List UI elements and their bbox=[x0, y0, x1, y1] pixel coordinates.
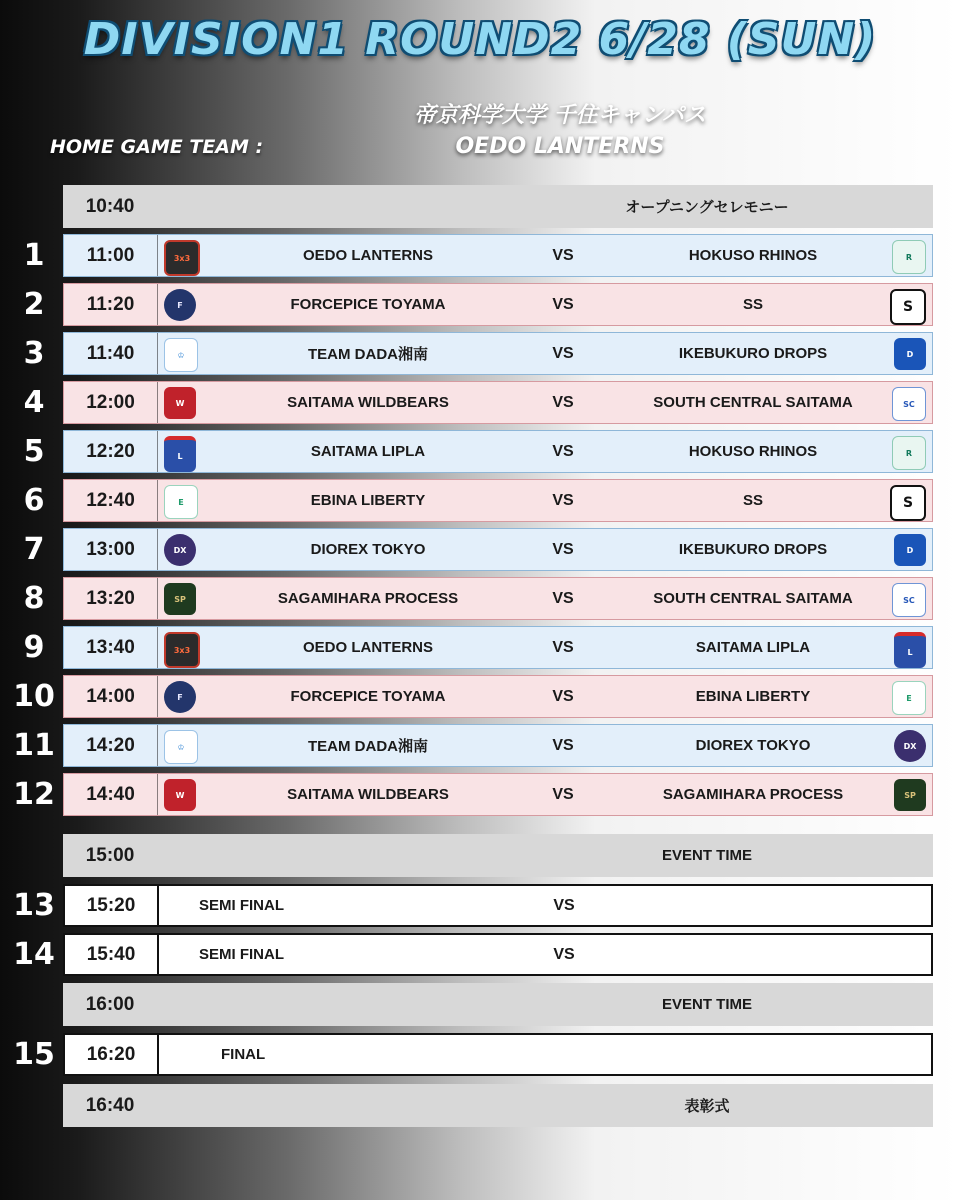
time-cell: 12:20 bbox=[64, 431, 158, 472]
match-number: 1 bbox=[23, 238, 45, 273]
vs-label: VS bbox=[552, 736, 574, 754]
schedule-row-event bbox=[63, 185, 933, 228]
lipla-logo-icon: L bbox=[164, 436, 196, 472]
vs-label: VS bbox=[552, 393, 574, 411]
south-central-logo-icon: SC bbox=[892, 387, 926, 421]
forcepice-logo-icon: F bbox=[164, 681, 196, 713]
home-team: OEDO LANTERNS bbox=[302, 247, 433, 264]
sagamihara-logo-icon: SP bbox=[894, 779, 926, 811]
time-cell: 16:00 bbox=[85, 993, 135, 1015]
time-cell: 13:40 bbox=[64, 627, 158, 668]
match-row bbox=[63, 479, 933, 522]
away-team: SOUTH CENTRAL SAITAMA bbox=[653, 590, 853, 607]
event-label: 表彰式 bbox=[684, 1098, 730, 1115]
venue-name: 帝京科学大学 千住キャンパス bbox=[413, 103, 707, 128]
schedule-row-event bbox=[63, 983, 933, 1026]
match-row bbox=[63, 577, 933, 620]
time-cell: 14:00 bbox=[64, 676, 158, 717]
home-team: SAGAMIHARA PROCESS bbox=[277, 590, 459, 607]
match-number: 9 bbox=[23, 630, 45, 665]
vs-label: VS bbox=[552, 246, 574, 264]
away-team: HOKUSO RHINOS bbox=[688, 443, 818, 460]
vs-label: VS bbox=[552, 589, 574, 607]
vs-label: VS bbox=[552, 540, 574, 558]
time-cell: 14:20 bbox=[64, 725, 158, 766]
lanterns-logo-icon: 3x3 bbox=[164, 240, 200, 276]
ss-logo-icon: S bbox=[890, 485, 926, 521]
rhinos-logo-icon: R bbox=[892, 436, 926, 470]
match-number: 6 bbox=[23, 483, 45, 518]
away-team: SS bbox=[742, 492, 763, 509]
wildbears-logo-icon: W bbox=[164, 387, 196, 419]
match-number: 15 bbox=[13, 1037, 55, 1072]
match-number: 8 bbox=[23, 581, 45, 616]
vs-label: VS bbox=[553, 945, 575, 963]
vs-label: VS bbox=[552, 344, 574, 362]
vs-label: VS bbox=[552, 687, 574, 705]
time-cell: 13:00 bbox=[64, 529, 158, 570]
time-cell: 15:20 bbox=[65, 886, 159, 925]
time-cell: 12:40 bbox=[64, 480, 158, 521]
page-title: DIVISION1 ROUND2 6/28 (SUN) bbox=[83, 14, 877, 65]
forcepice-logo-icon: F bbox=[164, 289, 196, 321]
match-row bbox=[63, 283, 933, 326]
dada-logo-icon: ♔ bbox=[164, 338, 198, 372]
ss-logo-icon: S bbox=[890, 289, 926, 325]
match-row bbox=[63, 332, 933, 375]
semi-final-row bbox=[63, 933, 933, 976]
match-number: 13 bbox=[13, 888, 55, 923]
drops-logo-icon: D bbox=[894, 534, 926, 566]
schedule-row-event bbox=[63, 1084, 933, 1127]
home-team: DIOREX TOKYO bbox=[310, 541, 426, 558]
home-team: TEAM DADA湘南 bbox=[308, 346, 428, 363]
semi-final-row bbox=[63, 884, 933, 927]
home-team: OEDO LANTERNS bbox=[302, 639, 433, 656]
rhinos-logo-icon: R bbox=[892, 240, 926, 274]
match-number: 12 bbox=[13, 777, 55, 812]
match-number: 2 bbox=[23, 287, 45, 322]
time-cell: 11:20 bbox=[64, 284, 158, 325]
match-number: 4 bbox=[23, 385, 45, 420]
schedule-row-event bbox=[63, 834, 933, 877]
away-team: IKEBUKURO DROPS bbox=[678, 541, 828, 558]
event-label: EVENT TIME bbox=[661, 847, 752, 864]
final-label: FINAL bbox=[221, 1046, 266, 1063]
time-cell: 16:40 bbox=[85, 1094, 135, 1116]
away-team: EBINA LIBERTY bbox=[695, 688, 811, 705]
match-row bbox=[63, 626, 933, 669]
away-team: IKEBUKURO DROPS bbox=[678, 345, 828, 362]
time-cell: 11:40 bbox=[64, 333, 158, 374]
south-central-logo-icon: SC bbox=[892, 583, 926, 617]
home-team: FORCEPICE TOYAMA bbox=[290, 688, 446, 705]
vs-label: VS bbox=[552, 785, 574, 803]
drops-logo-icon: D bbox=[894, 338, 926, 370]
home-team: SAITAMA WILDBEARS bbox=[287, 786, 449, 803]
liberty-logo-icon: E bbox=[892, 681, 926, 715]
match-number: 5 bbox=[23, 434, 45, 469]
away-team: SAITAMA LIPLA bbox=[695, 639, 811, 656]
dada-logo-icon: ♔ bbox=[164, 730, 198, 764]
wildbears-logo-icon: W bbox=[164, 779, 196, 811]
liberty-logo-icon: E bbox=[164, 485, 198, 519]
match-number: 11 bbox=[13, 728, 55, 763]
away-team: HOKUSO RHINOS bbox=[688, 247, 818, 264]
event-label: オープニングセレモニー bbox=[625, 199, 789, 216]
semi-final-label: SEMI FINAL bbox=[199, 897, 284, 914]
away-team: DIOREX TOKYO bbox=[695, 737, 811, 754]
diorex-logo-icon: DX bbox=[894, 730, 926, 762]
time-cell: 16:20 bbox=[65, 1035, 159, 1074]
home-team-name: OEDO LANTERNS bbox=[455, 134, 665, 159]
away-team: SS bbox=[742, 296, 763, 313]
match-number: 14 bbox=[13, 937, 55, 972]
match-number: 3 bbox=[23, 336, 45, 371]
away-team: SOUTH CENTRAL SAITAMA bbox=[653, 394, 853, 411]
diorex-logo-icon: DX bbox=[164, 534, 196, 566]
time-cell: 12:00 bbox=[64, 382, 158, 423]
match-row bbox=[63, 724, 933, 767]
time-cell: 10:40 bbox=[85, 195, 135, 217]
home-team: SAITAMA LIPLA bbox=[310, 443, 426, 460]
away-team: SAGAMIHARA PROCESS bbox=[662, 786, 844, 803]
semi-final-label: SEMI FINAL bbox=[199, 946, 284, 963]
home-game-label: HOME GAME TEAM : bbox=[50, 136, 264, 158]
match-row bbox=[63, 675, 933, 718]
time-cell: 14:40 bbox=[64, 774, 158, 815]
vs-label: VS bbox=[553, 896, 575, 914]
match-row bbox=[63, 773, 933, 816]
match-row bbox=[63, 234, 933, 277]
home-team: TEAM DADA湘南 bbox=[308, 738, 428, 755]
home-team: SAITAMA WILDBEARS bbox=[287, 394, 449, 411]
time-cell: 15:00 bbox=[85, 844, 135, 866]
vs-label: VS bbox=[552, 442, 574, 460]
match-number: 10 bbox=[13, 679, 55, 714]
vs-label: VS bbox=[552, 638, 574, 656]
vs-label: VS bbox=[552, 295, 574, 313]
home-team: FORCEPICE TOYAMA bbox=[290, 296, 446, 313]
time-cell: 13:20 bbox=[64, 578, 158, 619]
home-team: EBINA LIBERTY bbox=[310, 492, 426, 509]
match-row bbox=[63, 381, 933, 424]
vs-label: VS bbox=[552, 491, 574, 509]
match-row bbox=[63, 430, 933, 473]
time-cell: 11:00 bbox=[64, 235, 158, 276]
match-row bbox=[63, 528, 933, 571]
event-label: EVENT TIME bbox=[661, 996, 752, 1013]
lipla-logo-icon: L bbox=[894, 632, 926, 668]
final-row bbox=[63, 1033, 933, 1076]
sagamihara-logo-icon: SP bbox=[164, 583, 196, 615]
time-cell: 15:40 bbox=[65, 935, 159, 974]
lanterns-logo-icon: 3x3 bbox=[164, 632, 200, 668]
match-number: 7 bbox=[23, 532, 45, 567]
